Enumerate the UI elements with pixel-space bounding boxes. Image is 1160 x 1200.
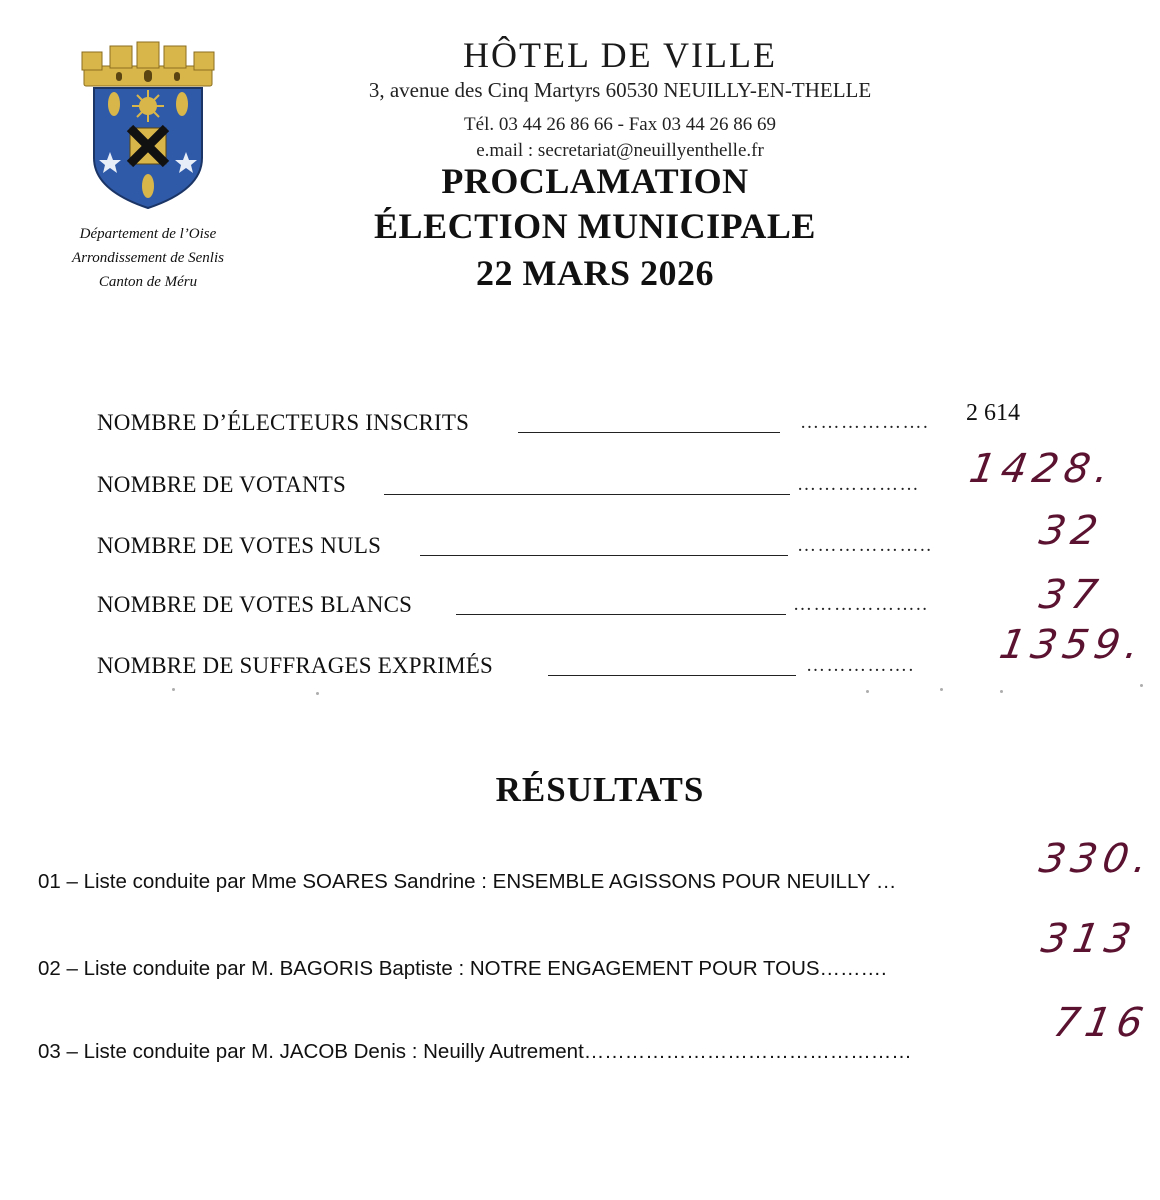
department-line: Département de l’Oise <box>79 226 217 242</box>
address-line: 3, avenue des Cinq Martyrs 60530 NEUILLY-EN-THELLE <box>368 78 872 102</box>
stat-dots: ………………. <box>800 412 930 433</box>
list-votes-soares: 330. <box>1035 836 1158 882</box>
stat-rule <box>420 555 788 556</box>
stat-rule <box>548 675 796 676</box>
list-item: 02 – Liste conduite par M. BAGORIS Baptiste : NOTRE ENGAGEMENT POUR TOUS………. <box>38 957 887 980</box>
stat-value-blancs: 37 <box>1035 572 1107 618</box>
stat-label-blancs: NOMBRE DE VOTES BLANCS <box>97 592 413 617</box>
stat-dots: ……………….. <box>793 594 929 615</box>
proclamation-heading: PROCLAMATION <box>441 161 749 201</box>
canton-line: Canton de Méru <box>98 274 198 290</box>
stat-rule <box>456 614 786 615</box>
stat-dots: ……………….. <box>797 535 933 556</box>
phone-line: Tél. 03 44 26 86 66 - Fax 03 44 26 86 69 <box>464 114 776 135</box>
stat-value-inscrits: 2 614 <box>966 400 1020 426</box>
list-item: 01 – Liste conduite par Mme SOARES Sandrine : ENSEMBLE AGISSONS POUR NEUILLY … <box>38 870 897 893</box>
stat-label-inscrits: NOMBRE D’ÉLECTEURS INSCRITS <box>97 410 470 435</box>
list-votes-bagoris: 313 <box>1037 916 1141 962</box>
list-votes-jacob: 716 <box>1049 1000 1153 1046</box>
election-heading: ÉLECTION MUNICIPALE <box>374 206 816 246</box>
town-crest-icon <box>72 40 224 212</box>
stat-label-exprimes: NOMBRE DE SUFFRAGES EXPRIMÉS <box>97 653 494 678</box>
stat-value-exprimes: 1359. <box>995 622 1149 668</box>
stat-dots: ……………. <box>806 655 915 676</box>
email-line: e.mail : secretariat@neuillyenthelle.fr <box>476 140 764 161</box>
stat-label-votants: NOMBRE DE VOTANTS <box>97 472 347 497</box>
stat-value-votants: 1428. <box>965 446 1119 492</box>
list-item: 03 – Liste conduite par M. JACOB Denis : Neuilly Autrement………………………………………… <box>38 1040 912 1063</box>
election-date: 22 MARS 2026 <box>476 253 714 293</box>
stat-rule <box>384 494 790 495</box>
stat-dots: ……………… <box>797 474 920 495</box>
stat-rule <box>518 432 780 433</box>
stat-value-nuls: 32 <box>1035 508 1107 554</box>
arrondissement-line: Arrondissement de Senlis <box>72 250 224 266</box>
results-title: RÉSULTATS <box>495 770 705 809</box>
hotel-de-ville-title: HÔTEL DE VILLE <box>463 35 777 75</box>
stat-label-nuls: NOMBRE DE VOTES NULS <box>97 533 382 558</box>
